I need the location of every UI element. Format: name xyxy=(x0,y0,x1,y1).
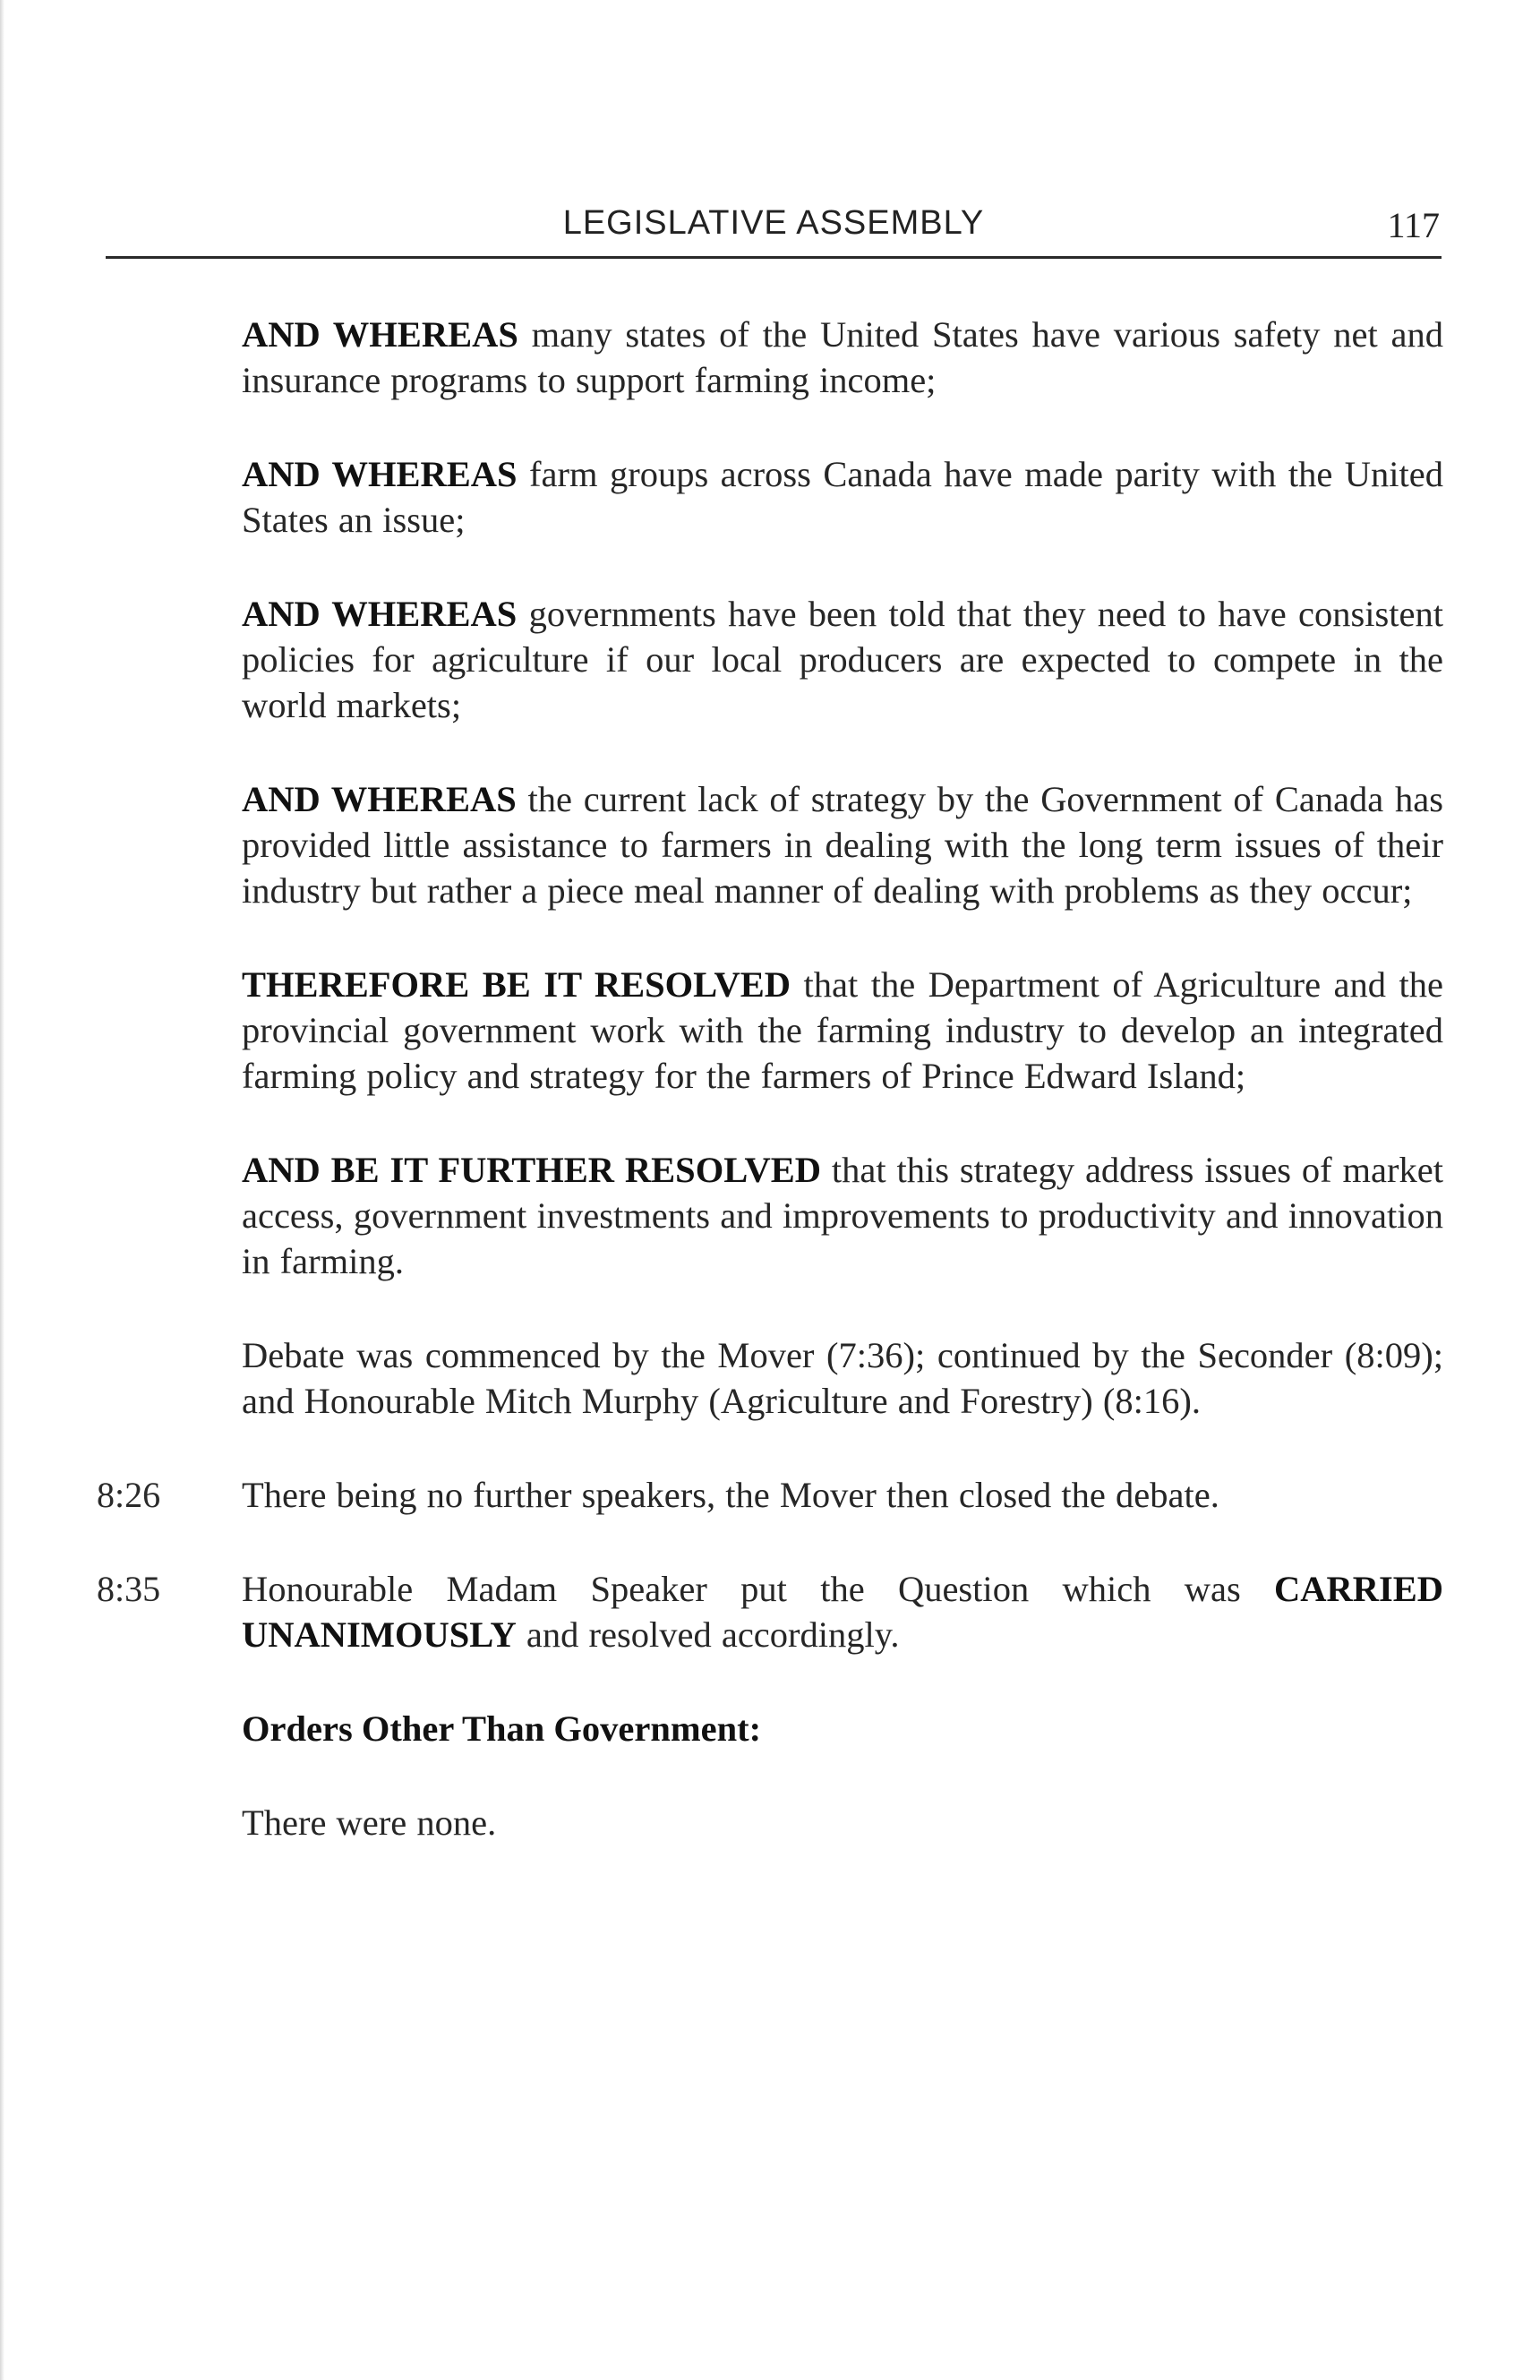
further-resolved-paragraph xyxy=(242,1147,1443,1284)
time-entry xyxy=(97,1472,1443,1518)
paragraph-lead: AND WHEREAS xyxy=(242,314,518,355)
paragraph-text: farm groups across Canada have made parity with the United States an issue; xyxy=(242,454,1444,540)
whereas-paragraph-1 xyxy=(242,312,1443,403)
debate-paragraph: Debate was commenced by the Mover (7:36); continued by the Seconder (8:09); and Honourable Mitch Murphy (Agriculture and Forestry) (8:16). xyxy=(242,1335,1443,1421)
journal-body xyxy=(97,312,1444,1845)
page-edge-shadow xyxy=(0,0,4,2380)
resolved-paragraph xyxy=(242,962,1443,1099)
paragraph-lead: AND BE IT FURTHER RESOLVED xyxy=(242,1150,821,1190)
whereas-paragraph-2 xyxy=(242,451,1443,543)
paragraph-lead: AND WHEREAS xyxy=(242,779,517,819)
time-stamp: 8:35 xyxy=(97,1569,161,1609)
time-stamp: 8:26 xyxy=(97,1475,161,1515)
orders-heading: Orders Other Than Government: xyxy=(242,1708,762,1749)
paragraph-text: that this strategy address issues of market access, government investments and improvements to productivity and innovation in farming. xyxy=(242,1150,1443,1281)
paragraph-lead: AND WHEREAS xyxy=(242,594,518,634)
running-header xyxy=(107,204,1440,258)
entry-text-before: Honourable Madam Speaker put the Question which was xyxy=(242,1569,1274,1609)
paragraph-text: many states of the United States have various safety net and insurance programs to support farming income; xyxy=(242,314,1443,400)
entry-text xyxy=(242,1566,1443,1657)
paragraph-lead: THEREFORE BE IT RESOLVED xyxy=(242,964,791,1005)
paragraph-text: the current lack of strategy by the Government of Canada has provided little assistance to farmers in dealing with the long term issues of their industry but rather a piece meal manner of dealing with problems as they occur; xyxy=(242,779,1443,911)
running-title: LEGISLATIVE ASSEMBLY xyxy=(562,204,985,242)
whereas-paragraph-3 xyxy=(242,591,1443,728)
time-entry xyxy=(97,1566,1443,1657)
entry-text: There being no further speakers, the Mover then closed the debate. xyxy=(242,1475,1219,1515)
paragraph-lead: AND WHEREAS xyxy=(242,454,518,494)
entry-text-after: and resolved accordingly. xyxy=(516,1614,900,1655)
paragraph-text: that the Department of Agriculture and the provincial government work with the farming industry to develop an integrated farming policy and strategy for the farmers of Prince Edward Island; xyxy=(242,964,1444,1096)
page-number: 117 xyxy=(1387,205,1440,245)
vote-result: CARRIED UNANIMOUSLY xyxy=(242,1569,1443,1655)
orders-text: There were none. xyxy=(242,1802,497,1843)
header-rule xyxy=(106,256,1442,259)
whereas-paragraph-4 xyxy=(242,776,1443,913)
paragraph-text: governments have been told that they need to have consistent policies for agriculture if our local producers are expected to compete in the world markets; xyxy=(242,594,1443,725)
